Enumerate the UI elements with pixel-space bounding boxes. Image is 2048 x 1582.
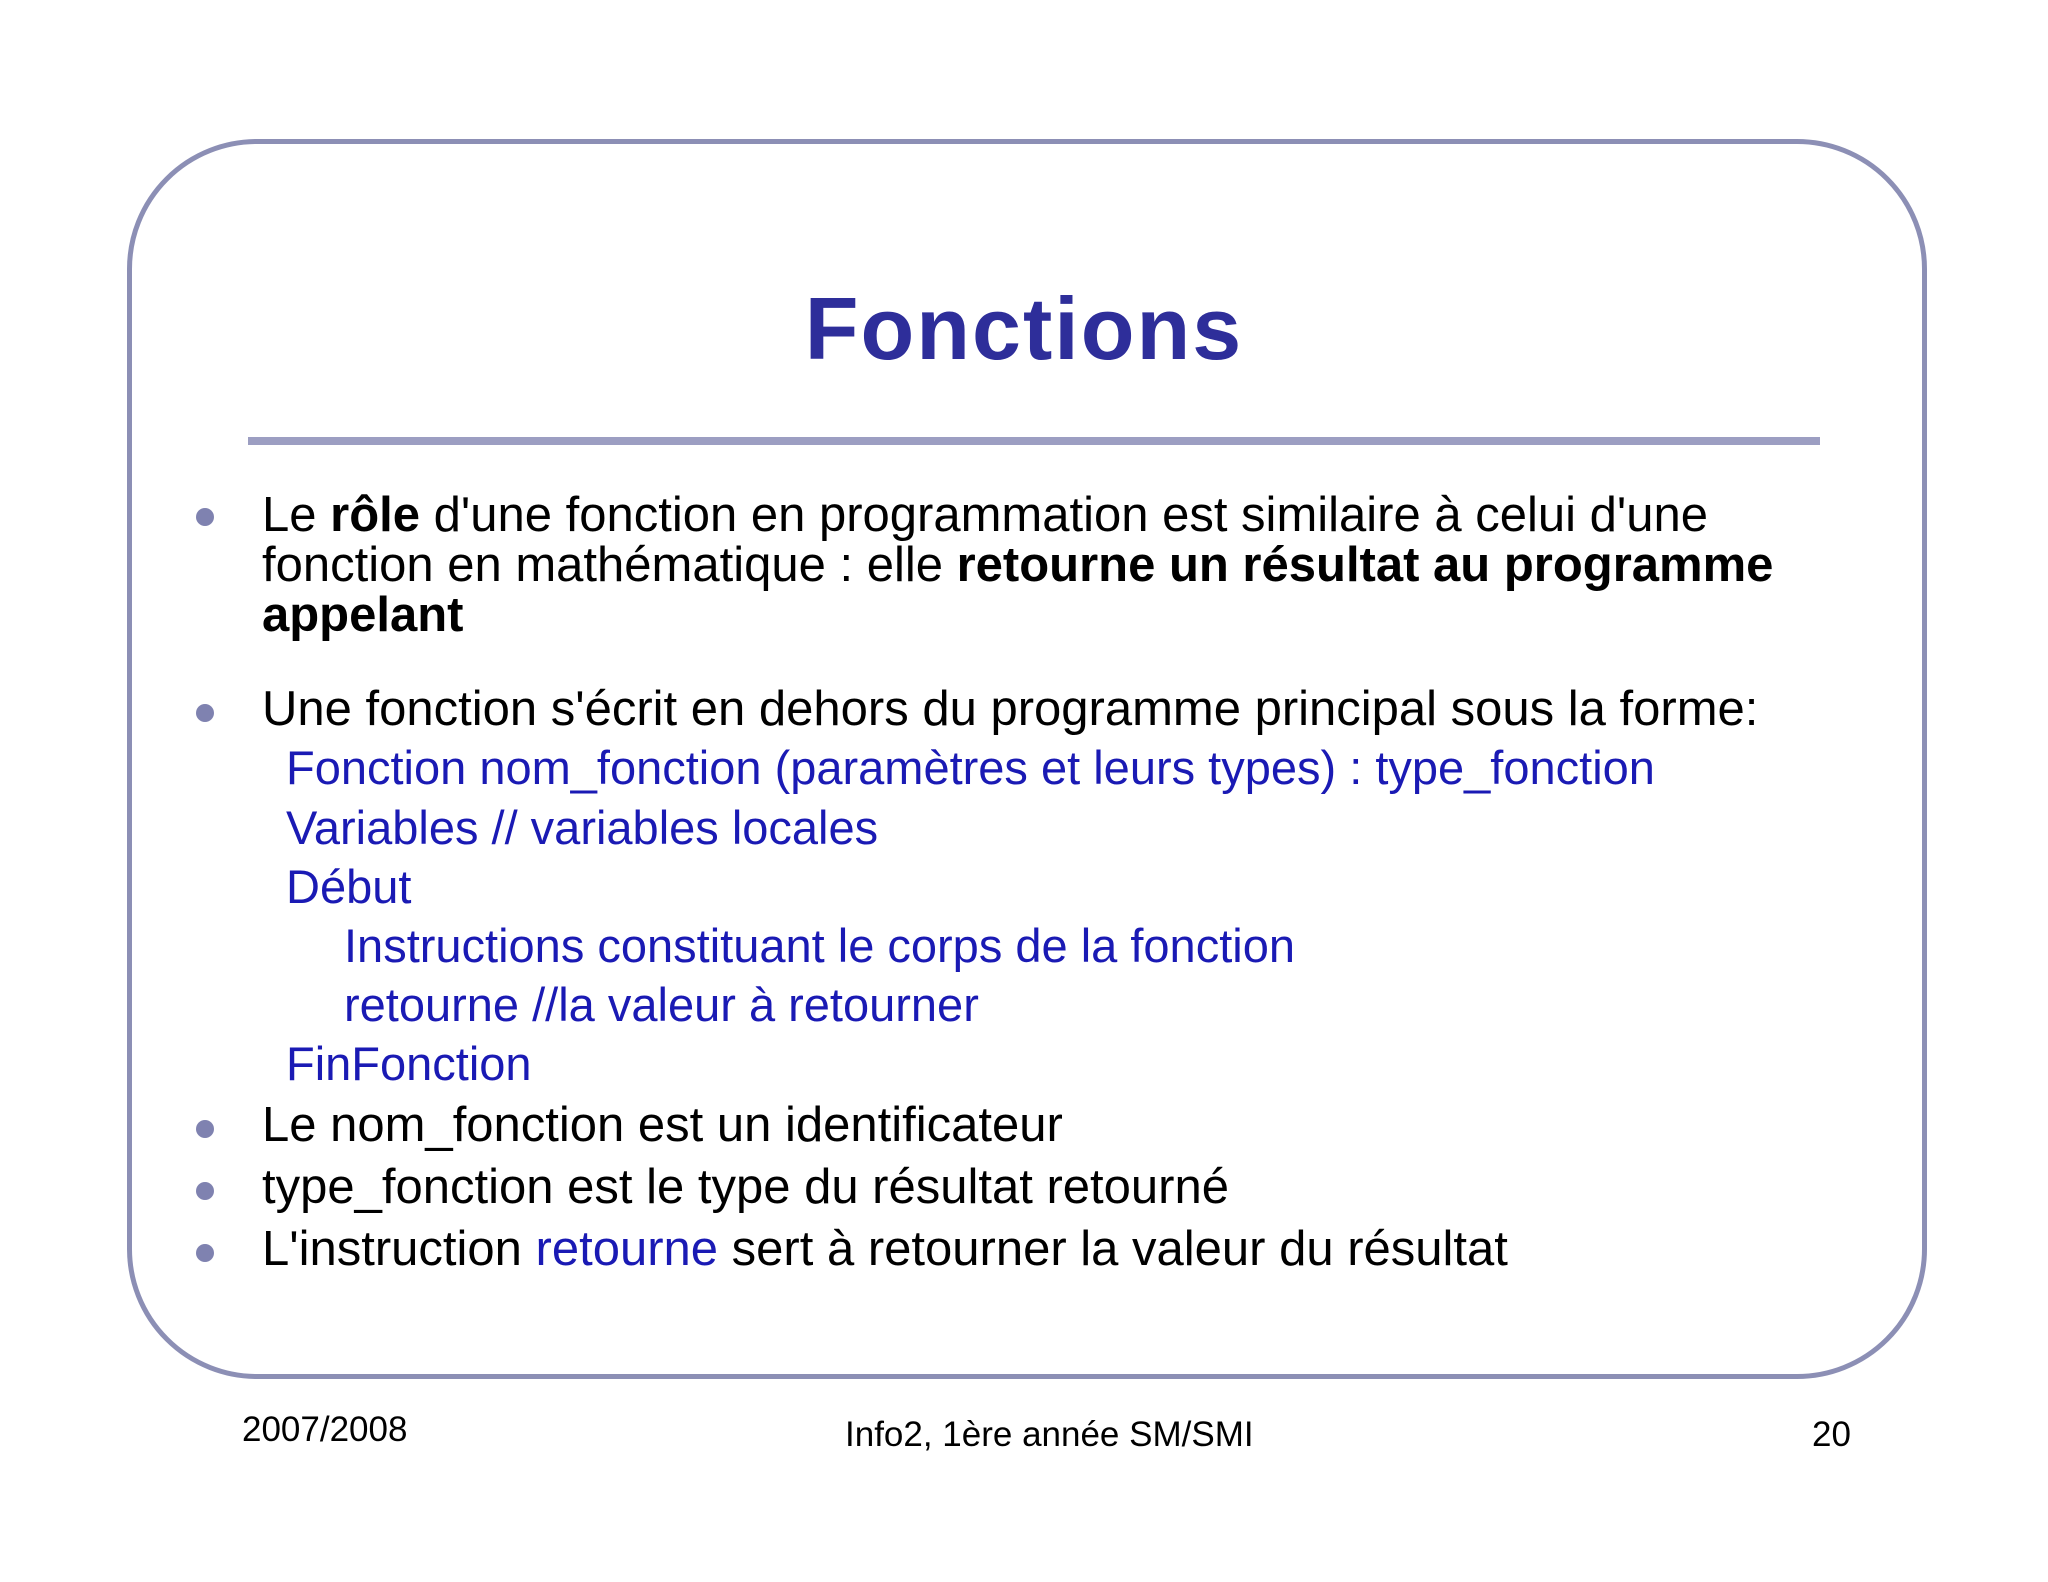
bullet-dot	[196, 1120, 214, 1138]
code-line-debut: Début	[286, 860, 412, 913]
bullet-5-keyword: retourne	[535, 1222, 719, 1276]
footer-page-number: 20	[1812, 1415, 1851, 1454]
bullet-1-line-1	[262, 490, 1708, 540]
bullet-dot	[196, 508, 214, 526]
bullet-dot	[196, 704, 214, 722]
bullet-1-text: Le	[262, 488, 331, 542]
bullet-dot	[196, 1244, 214, 1262]
bullet-2: Une fonction s'écrit en dehors du programme principal sous la forme:	[262, 682, 1759, 736]
bullet-5	[262, 1224, 1508, 1274]
title-divider	[248, 437, 1820, 445]
bullet-5-text: sert à retourner la valeur du résultat	[718, 1222, 1508, 1276]
code-line-retourne: retourne //la valeur à retourner	[344, 978, 979, 1031]
code-line-finfonction: FinFonction	[286, 1037, 532, 1090]
code-line-instructions: Instructions constituant le corps de la fonction	[344, 919, 1295, 972]
bullet-3: Le nom_fonction est un identificateur	[262, 1098, 1063, 1152]
footer-year: 2007/2008	[242, 1410, 408, 1449]
bullet-1-text: fonction en mathématique : elle	[262, 538, 957, 592]
bullet-5-text: L'instruction	[262, 1222, 536, 1276]
code-line-signature: Fonction nom_fonction (paramètres et leurs types) : type_fonction	[286, 741, 1655, 794]
footer-course: Info2, 1ère année SM/SMI	[845, 1415, 1254, 1454]
bullet-dot	[196, 1182, 214, 1200]
bullet-1-line-2	[262, 540, 1773, 590]
bullet-1-bold-role: rôle	[330, 488, 420, 542]
bullet-1-bold-result: retourne un résultat au programme	[956, 538, 1774, 592]
bullet-1-bold-caller: appelant	[262, 588, 464, 642]
bullet-4: type_fonction est le type du résultat retourné	[262, 1160, 1229, 1214]
bullet-1-line-3	[262, 590, 463, 640]
bullet-1-text: d'une fonction en programmation est similaire à celui d'une	[420, 488, 1708, 542]
code-line-variables: Variables // variables locales	[286, 801, 879, 854]
slide-title: Fonctions	[804, 279, 1244, 378]
